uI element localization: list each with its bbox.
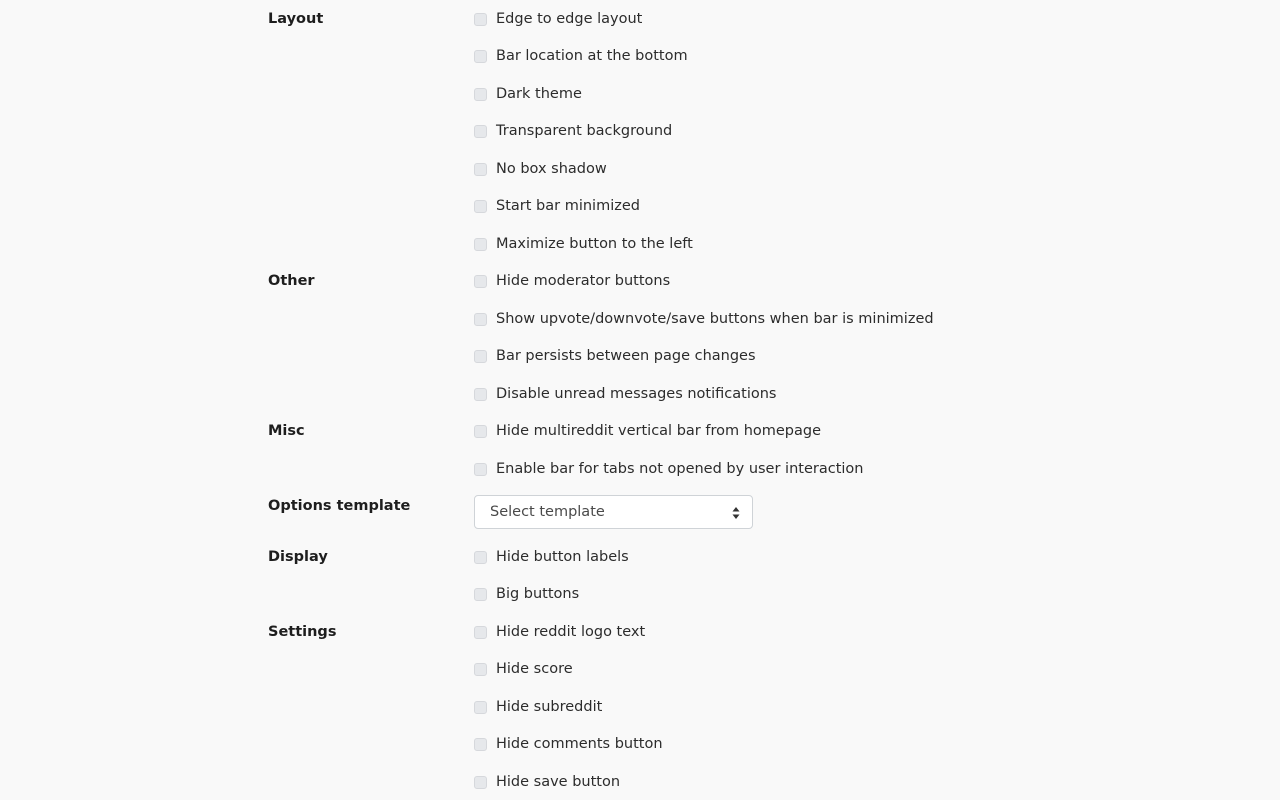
- checkbox[interactable]: [474, 350, 487, 363]
- section-label-other: Other: [268, 273, 315, 289]
- option-hide-button-labels[interactable]: [474, 548, 629, 566]
- option-bar-location-bottom[interactable]: [474, 47, 688, 65]
- option-label: Enable bar for tabs not opened by user interaction: [496, 461, 864, 477]
- option-hide-comments-button[interactable]: [474, 735, 663, 753]
- option-label: Disable unread messages notifications: [496, 386, 777, 402]
- option-label: Start bar minimized: [496, 198, 640, 214]
- checkbox[interactable]: [474, 626, 487, 639]
- option-hide-score[interactable]: [474, 660, 573, 678]
- option-enable-bar-non-user-tabs[interactable]: [474, 460, 863, 478]
- checkbox[interactable]: [474, 313, 487, 326]
- option-hide-subreddit[interactable]: [474, 698, 602, 716]
- section-label-layout: Layout: [268, 11, 324, 27]
- select-arrows-icon: [732, 506, 740, 520]
- option-big-buttons[interactable]: [474, 585, 579, 603]
- option-disable-unread-notifications[interactable]: [474, 385, 776, 403]
- checkbox[interactable]: [474, 50, 487, 63]
- option-label: Hide multireddit vertical bar from homepage: [496, 423, 822, 439]
- option-hide-multireddit-bar[interactable]: [474, 422, 821, 440]
- option-label: Hide score: [496, 661, 573, 677]
- checkbox[interactable]: [474, 13, 487, 26]
- option-label: Bar persists between page changes: [496, 348, 756, 364]
- section-label-display: Display: [268, 549, 328, 565]
- option-label: Show upvote/downvote/save buttons when bar is minimized: [496, 311, 934, 327]
- option-label: Big buttons: [496, 586, 580, 602]
- option-label: Hide comments button: [496, 736, 663, 752]
- option-hide-reddit-logo-text[interactable]: [474, 623, 645, 641]
- option-label: No box shadow: [496, 161, 607, 177]
- template-select[interactable]: [474, 495, 753, 529]
- option-bar-persists[interactable]: [474, 347, 756, 365]
- checkbox[interactable]: [474, 425, 487, 438]
- option-no-box-shadow[interactable]: [474, 160, 607, 178]
- option-label: Hide moderator buttons: [496, 273, 671, 289]
- checkbox[interactable]: [474, 238, 487, 251]
- option-label: Hide subreddit: [496, 699, 603, 715]
- option-dark-theme[interactable]: [474, 85, 582, 103]
- option-edge-to-edge-layout[interactable]: [474, 10, 642, 28]
- checkbox[interactable]: [474, 588, 487, 601]
- section-label-options-template: Options template: [268, 498, 411, 514]
- section-label-misc: Misc: [268, 423, 305, 439]
- checkbox[interactable]: [474, 125, 487, 138]
- template-select-value: Select template: [490, 504, 605, 520]
- checkbox[interactable]: [474, 275, 487, 288]
- checkbox[interactable]: [474, 163, 487, 176]
- option-label: Hide save button: [496, 774, 621, 790]
- checkbox[interactable]: [474, 388, 487, 401]
- option-show-vote-buttons-minimized[interactable]: [474, 310, 934, 328]
- option-label: Transparent background: [496, 123, 673, 139]
- option-label: Hide reddit logo text: [496, 624, 646, 640]
- checkbox[interactable]: [474, 88, 487, 101]
- option-label: Bar location at the bottom: [496, 48, 688, 64]
- option-label: Dark theme: [496, 86, 582, 102]
- option-maximize-button-left[interactable]: [474, 235, 693, 253]
- checkbox[interactable]: [474, 463, 487, 476]
- option-transparent-background[interactable]: [474, 122, 672, 140]
- option-label: Maximize button to the left: [496, 236, 693, 252]
- option-label: Hide button labels: [496, 549, 629, 565]
- checkbox[interactable]: [474, 776, 487, 789]
- checkbox[interactable]: [474, 738, 487, 751]
- option-label: Edge to edge layout: [496, 11, 643, 27]
- option-hide-moderator-buttons[interactable]: [474, 272, 670, 290]
- checkbox[interactable]: [474, 701, 487, 714]
- option-hide-save-button[interactable]: [474, 773, 620, 791]
- option-start-bar-minimized[interactable]: [474, 197, 640, 215]
- checkbox[interactable]: [474, 551, 487, 564]
- checkbox[interactable]: [474, 663, 487, 676]
- checkbox[interactable]: [474, 200, 487, 213]
- section-label-settings: Settings: [268, 624, 337, 640]
